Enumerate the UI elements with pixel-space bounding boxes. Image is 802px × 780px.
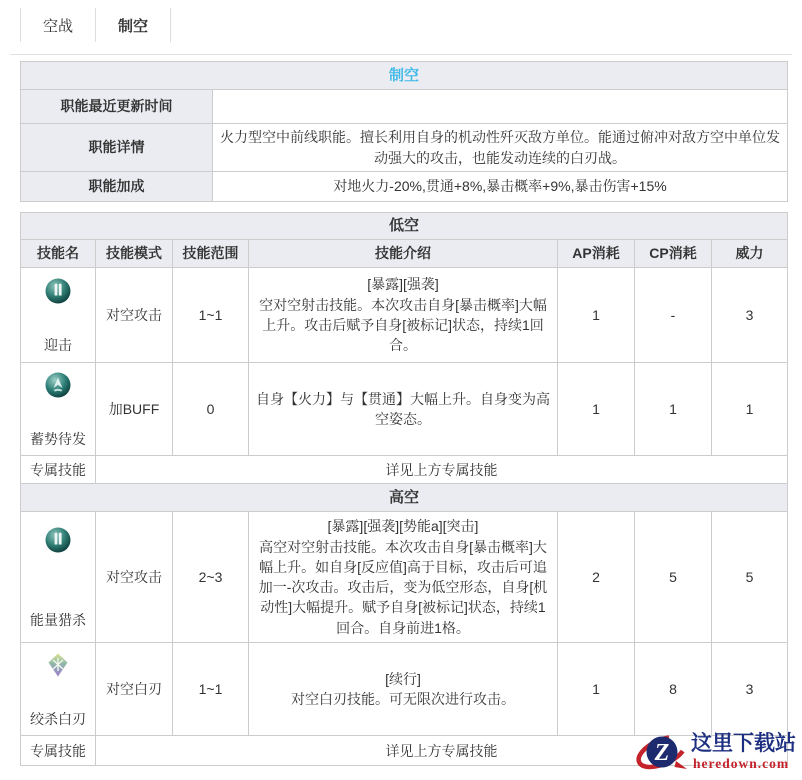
logo-letter: Z: [654, 740, 670, 766]
skill-range: 0: [173, 363, 249, 456]
skill-desc: 自身【火力】与【贯通】大幅上升。自身变为高空姿态。: [256, 390, 550, 428]
skill-ap: 2: [558, 512, 635, 643]
skill-mode: 对空攻击: [96, 268, 173, 363]
skill-name: 绞杀白刃: [30, 711, 86, 728]
globe-logo-icon: [635, 731, 690, 773]
skill-name-cell: [21, 643, 96, 736]
tab-air-combat[interactable]: 空战: [20, 8, 95, 42]
tab-air-superiority[interactable]: 制空: [95, 8, 171, 42]
skill-tags: [暴露][强袭][势能a][突击]: [327, 518, 479, 535]
skill-name: 能量猎杀: [30, 612, 86, 629]
skill-range: 1~1: [173, 268, 249, 363]
site-name: 这里下载站: [691, 732, 796, 755]
column-header: AP消耗: [558, 240, 635, 268]
skill-desc-cell: [249, 512, 558, 643]
skill-name: 蓄势待发: [30, 431, 86, 447]
exclusive-skill-label: 专属技能: [21, 456, 96, 484]
skill-power: 1: [712, 363, 788, 456]
column-header: 技能介绍: [249, 240, 558, 268]
skill-power: 3: [712, 643, 788, 736]
skill-cp: 5: [635, 512, 712, 643]
role-row-label: 职能详情: [21, 124, 213, 172]
skill-desc: 高空对空射击技能。本次攻击自身[暴击概率]大幅上升。如自身[反应值]高于目标，攻击后可追加一-次攻击。攻击后，变为低空形态，自身[机动性]大幅提升。赋予自身[被标记]状态，持续1回合。自身前进1格。: [258, 538, 548, 636]
skill-ap: 1: [558, 643, 635, 736]
skill-mode: 对空攻击: [96, 512, 173, 643]
blade-gem-icon: [23, 651, 93, 679]
missile-icon: [23, 526, 93, 554]
skill-row: [21, 268, 788, 363]
skill-desc-cell: [249, 643, 558, 736]
skills-table: [20, 212, 788, 766]
column-header: CP消耗: [635, 240, 712, 268]
missile-icon: [23, 277, 93, 305]
skill-desc-cell: [249, 363, 558, 456]
skill-ap: 1: [558, 363, 635, 456]
role-row-label: 职能最近更新时间: [21, 90, 213, 124]
skill-row: [21, 643, 788, 736]
site-watermark: [635, 725, 800, 777]
skill-tags: [暴露][强袭]: [367, 276, 439, 293]
section-header-high-altitude: 高空: [21, 484, 788, 512]
skill-mode: 加BUFF: [96, 363, 173, 456]
skill-desc-cell: [249, 268, 558, 363]
skill-name-cell: [21, 512, 96, 643]
section-header-low-altitude: 低空: [21, 213, 788, 240]
skill-power: 5: [712, 512, 788, 643]
skill-name: 迎击: [44, 336, 72, 353]
tab-bar: [20, 8, 802, 42]
skill-range: 2~3: [173, 512, 249, 643]
role-row-value: 对地火力-20%,贯通+8%,暴击概率+9%,暴击伤害+15%: [213, 172, 788, 202]
skill-cp: -: [635, 268, 712, 363]
column-header: 技能范围: [173, 240, 249, 268]
skill-name-cell: [21, 363, 96, 456]
exclusive-skill-value: 详见上方专属技能: [96, 736, 788, 766]
skill-cp: 1: [635, 363, 712, 456]
skill-row: [21, 512, 788, 643]
skill-range: 1~1: [173, 643, 249, 736]
skill-tags: [续行]: [385, 670, 421, 687]
ascend-icon: [23, 371, 93, 399]
role-info-table: [20, 61, 788, 202]
site-url: heredown.com: [693, 756, 790, 771]
skill-desc: 对空白刃技能。可无限次进行攻击。: [291, 691, 515, 708]
column-header: 威力: [712, 240, 788, 268]
role-row-value: [213, 90, 788, 124]
skill-ap: 1: [558, 268, 635, 363]
role-table-title: 制空: [21, 62, 788, 90]
skill-mode: 对空白刃: [96, 643, 173, 736]
skill-power: 3: [712, 268, 788, 363]
role-row-value: 火力型空中前线职能。擅长利用自身的机动性歼灭敌方单位。能通过俯冲对敌方空中单位发动强大的攻击，也能发动连续的白刃战。: [213, 124, 788, 172]
role-row-label: 职能加成: [21, 172, 213, 202]
column-header: 技能模式: [96, 240, 173, 268]
skill-name-cell: [21, 268, 96, 363]
exclusive-skill-label: 专属技能: [21, 736, 96, 766]
skill-row: [21, 363, 788, 456]
skill-cp: 8: [635, 643, 712, 736]
skill-desc: 空对空射击技能。本次攻击自身[暴击概率]大幅上升。攻击后赋予自身[被标记]状态，持续1回合。: [259, 296, 547, 354]
exclusive-skill-value: 详见上方专属技能: [96, 456, 788, 484]
divider: [10, 54, 792, 55]
column-header: 技能名: [21, 240, 96, 268]
